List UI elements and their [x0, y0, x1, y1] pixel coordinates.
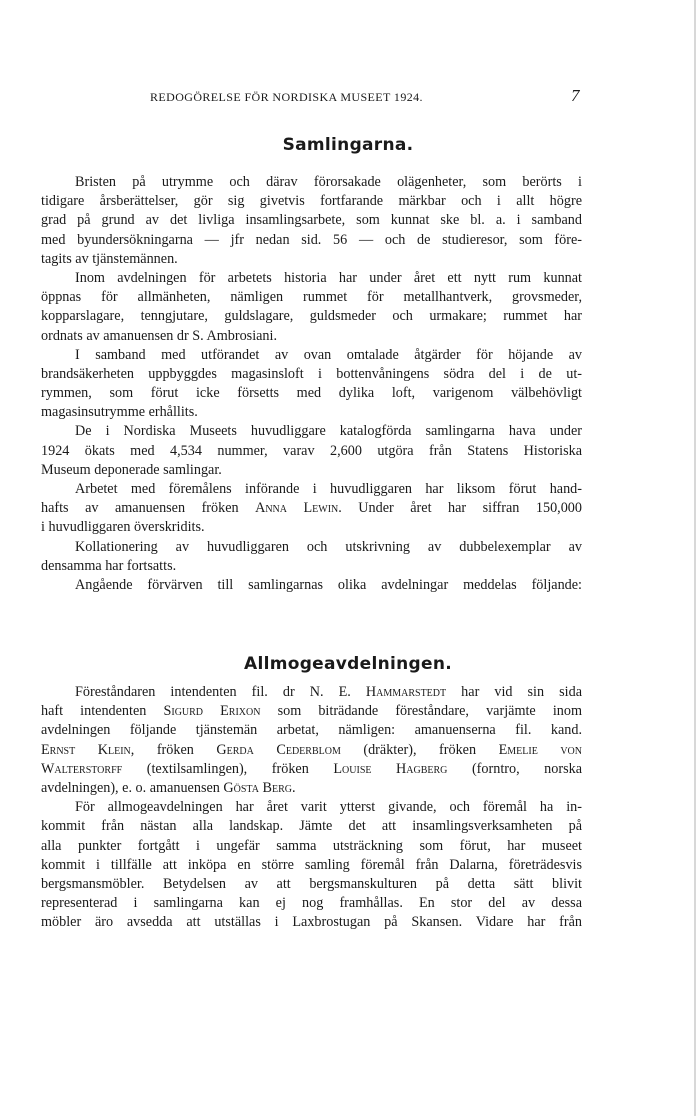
text-line: Bristen på utrymme och därav förorsakade olägenheter, som berörts i — [75, 174, 582, 190]
text-line: Walterstorff (textilsamlingen), fröken Louise Hagberg (forntro, norska — [41, 760, 582, 777]
text-line: hafts av amanuensen fröken Anna Lewin. Under året har siffran 150,000 — [41, 500, 582, 517]
text-line: rymmen, som förut icke försetts med dylika loft, varigenom välbehövligt — [41, 385, 582, 402]
person-name: Hammarstedt — [365, 684, 447, 700]
text-line: brandsäkerheten uppbyggdes magasinsloft i bottenvåningens södra del i de ut- — [41, 365, 582, 382]
person-name: Louise Hagberg — [333, 760, 448, 777]
text-line: ordnats av amanuensen dr S. Ambrosiani. — [41, 327, 278, 344]
text-line: De i Nordiska Museets huvudliggare katalogförda samlingarna hava under — [75, 423, 582, 440]
text-line: Kollationering av huvudliggaren och utskrivning av dubbelexemplar av — [75, 538, 582, 555]
text-line: representerad i samlingarna kan ej nog framhållas. En stor del av dessa — [41, 895, 582, 912]
text-line: med byundersökningarna — jfr nedan sid. 56 — och de studieresor, som före- — [41, 231, 582, 248]
text-line: magasinsutrymme erhållits. — [41, 404, 198, 421]
person-name: Walterstorff — [41, 760, 123, 777]
text-line: tidigare årsberättelser, gör sig givetvis fortfarande märkbar och i allt högre — [41, 193, 582, 210]
person-name: Sigurd Erixon — [163, 703, 261, 720]
page-number: 7 — [571, 86, 580, 105]
text-line: Museum deponerade samlingar. — [41, 461, 222, 478]
text-line: öppnas för allmänheten, nämligen rummet för metallhantverk, grovsmeder, — [41, 289, 582, 306]
text-line: alla punkter fortgått i ungefär samma utsträckning som förut, har museet — [41, 837, 582, 854]
person-name: Ernst Klein — [41, 741, 131, 758]
text-line: haft intendenten Sigurd Erixon som biträdande föreståndare, varjämte inom — [41, 703, 582, 720]
section-heading-allmogeavdelningen: Allmogeavdelningen. — [244, 654, 452, 674]
text-line: Arbetet med föremålens införande i huvudliggaren har liksom förut hand- — [75, 481, 582, 497]
text-line: Föreståndaren intendenten fil. dr N. E. Hammarstedt har vid sin sida — [75, 684, 582, 700]
text-line: Ernst Klein, fröken Gerda Cederblom (dräkter), fröken Emelie von — [41, 741, 582, 758]
text-line: kommit i tillfälle att inköpa en större samling föremål från Dalarna, företrädesvis — [41, 856, 582, 873]
text-line: Inom avdelningen för arbetets historia har under året ett nytt rum kunnat — [75, 269, 582, 286]
text-line: kommit från nästan alla landskap. Jämte det att insamlingsverksamheten på — [41, 818, 582, 835]
text-line: 1924 ökats med 4,534 nummer, varav 2,600 utgöra från Statens Historiska — [41, 442, 582, 459]
text-line: avdelningen), e. o. amanuensen Gösta Berg. — [41, 779, 296, 796]
text-line: I samband med utförandet av ovan omtalade åtgärder för höjande av — [75, 346, 582, 363]
text-line: Angående förvärven till samlingarnas olika avdelningar meddelas följande: — [75, 576, 582, 593]
text-line: densamma har fortsatts. — [41, 557, 177, 574]
text-line: tagits av tjänstemännen. — [41, 250, 178, 267]
text-line: bergsmansmöbler. Betydelsen av att bergsmanskulturen på detta sätt blivit — [41, 875, 582, 892]
person-name: Gösta Berg — [223, 779, 292, 796]
text-line: i huvudliggaren överskridits. — [41, 519, 205, 536]
text-line: För allmogeavdelningen har året varit ytterst givande, och föremål ha in- — [75, 799, 582, 816]
text-line: grad på grund av det livliga insamlingsarbete, som kunnat ske bl. a. i samband — [41, 212, 582, 229]
section-body-samlingarna — [41, 173, 582, 595]
person-name: Gerda Cederblom — [216, 741, 341, 758]
section-heading-samlingarna: Samlingarna. — [282, 135, 414, 155]
person-name: Emelie von — [498, 741, 582, 758]
running-head: REDOGÖRELSE FÖR NORDISKA MUSEET 1924. — [150, 90, 423, 104]
person-name: Anna Lewin — [255, 500, 339, 517]
text-line: avdelningen följande tjänstemän arbetat, nämligen: amanuenserna fil. kand. — [41, 722, 582, 739]
text-line: möbler äro avsedda att utställas i Laxbrostugan på Skansen. Vidare har från — [41, 914, 582, 931]
section-body-allmogeavdelningen — [41, 683, 582, 932]
text-line: kopparslagare, tenngjutare, guldslagare, guldsmeder och urmakare; rummet har — [41, 308, 582, 325]
